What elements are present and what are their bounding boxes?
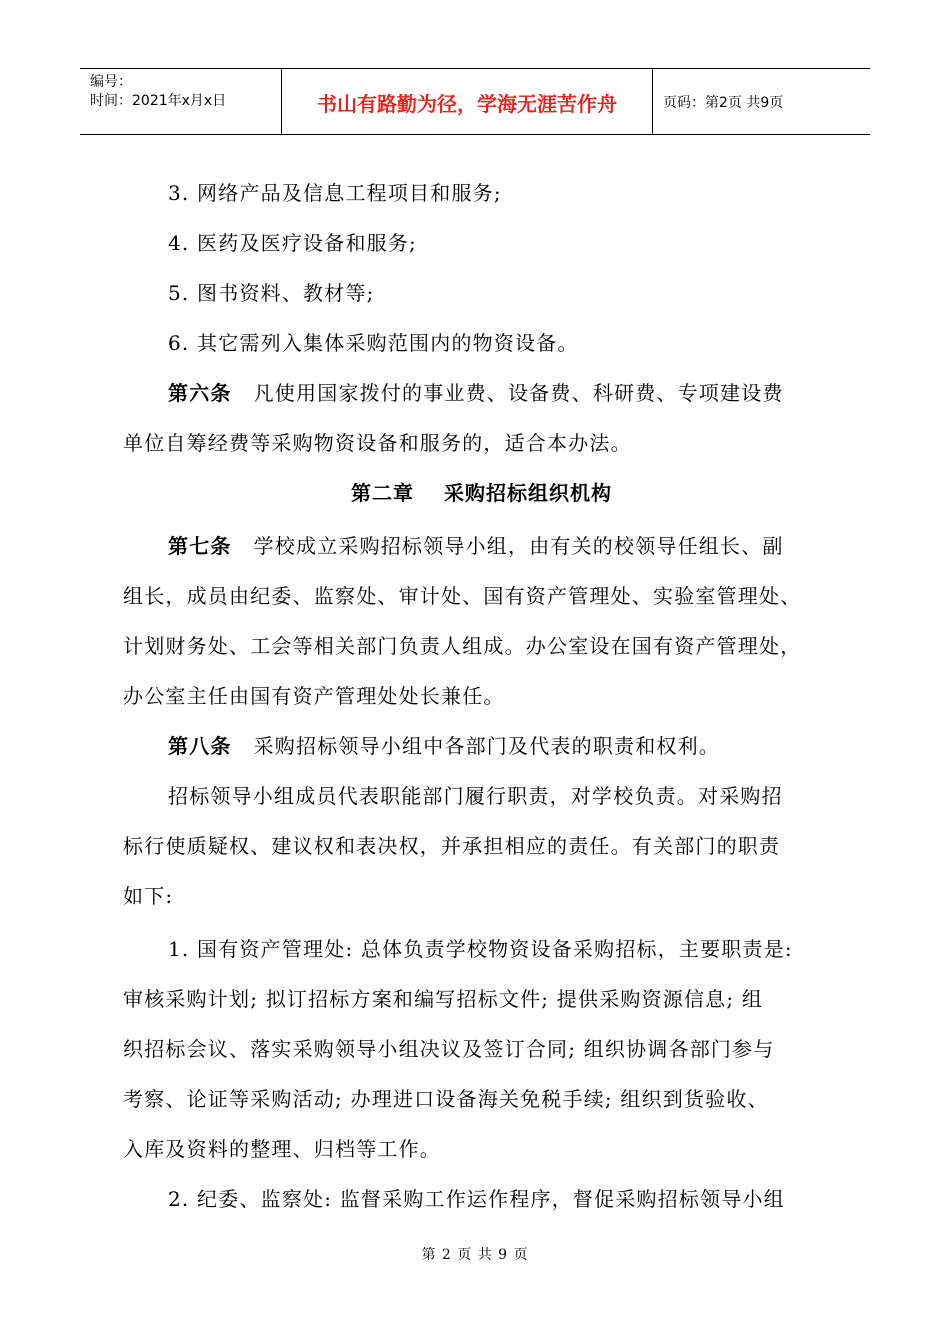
date-label: 时间：2021年x月x日: [90, 93, 227, 109]
document-body: [123, 168, 830, 1224]
article-7: [123, 521, 830, 571]
paragraph-line: 办公室主任由国有资产管理处处长兼任。: [123, 684, 505, 708]
list-item: 4. 医药及医疗设备和服务;: [168, 231, 417, 255]
article-7-text: 学校成立采购招标领导小组，由有关的校领导任组长、副: [253, 534, 784, 558]
paragraph-line: 入库及资料的整理、归档等工作。: [123, 1137, 441, 1161]
page-footer: 第 2 页 共 9 页: [421, 1247, 529, 1263]
paragraph-line: 单位自筹经费等采购物资设备和服务的，适合本办法。: [123, 431, 632, 455]
article-6: [123, 368, 830, 418]
duty-item: 2. 纪委、监察处: 监督采购工作运作程序，督促采购招标领导小组: [168, 1187, 785, 1211]
chapter-number: 第二章: [351, 481, 414, 505]
list-item: 6. 其它需列入集体采购范围内的物资设备。: [168, 331, 579, 355]
paragraph-line: 考察、论证等采购活动; 办理进口设备海关免税手续; 组织到货验收、: [123, 1087, 769, 1111]
page-header: [80, 68, 870, 135]
header-page-info: 页码：第2页 共9页: [663, 94, 784, 111]
article-8: [123, 721, 830, 771]
header-motto: 书山有路勤为径，学海无涯苦作舟: [282, 69, 653, 134]
duty-item: 1. 国有资产管理处: 总体负责学校物资设备采购招标，主要职责是:: [168, 937, 793, 961]
article-7-title: 第七条: [168, 534, 232, 558]
list-item: 5. 图书资料、教材等;: [168, 281, 375, 305]
paragraph-line: 标行使质疑权、建议权和表决权，并承担相应的责任。有关部门的职责: [123, 834, 781, 858]
paragraph-line: 招标领导小组成员代表职能部门履行职责，对学校负责。对采购招: [168, 784, 783, 808]
paragraph-line: 组长，成员由纪委、监察处、审计处、国有资产管理处、实验室管理处、: [123, 584, 802, 608]
article-6-text: 凡使用国家拨付的事业费、设备费、科研费、专项建设费: [253, 381, 784, 405]
article-8-text: 采购招标领导小组中各部门及代表的职责和权利。: [253, 734, 721, 758]
article-6-title: 第六条: [168, 381, 232, 405]
chapter-heading: [123, 468, 830, 518]
number-label: 编号：: [90, 74, 132, 90]
paragraph-line: 织招标会议、落实采购领导小组决议及签订合同; 组织协调各部门参与: [123, 1037, 775, 1061]
paragraph-line: 如下:: [123, 884, 174, 908]
paragraph-line: 计划财务处、工会等相关部门负责人组成。办公室设在国有资产管理处，: [123, 634, 802, 658]
paragraph-line: 审核采购计划; 拟订招标方案和编写招标文件; 提供采购资源信息; 组: [123, 987, 764, 1011]
article-8-title: 第八条: [168, 734, 232, 758]
list-item: 3. 网络产品及信息工程项目和服务;: [168, 181, 502, 205]
header-meta: [80, 69, 282, 134]
chapter-title: 采购招标组织机构: [444, 481, 612, 505]
